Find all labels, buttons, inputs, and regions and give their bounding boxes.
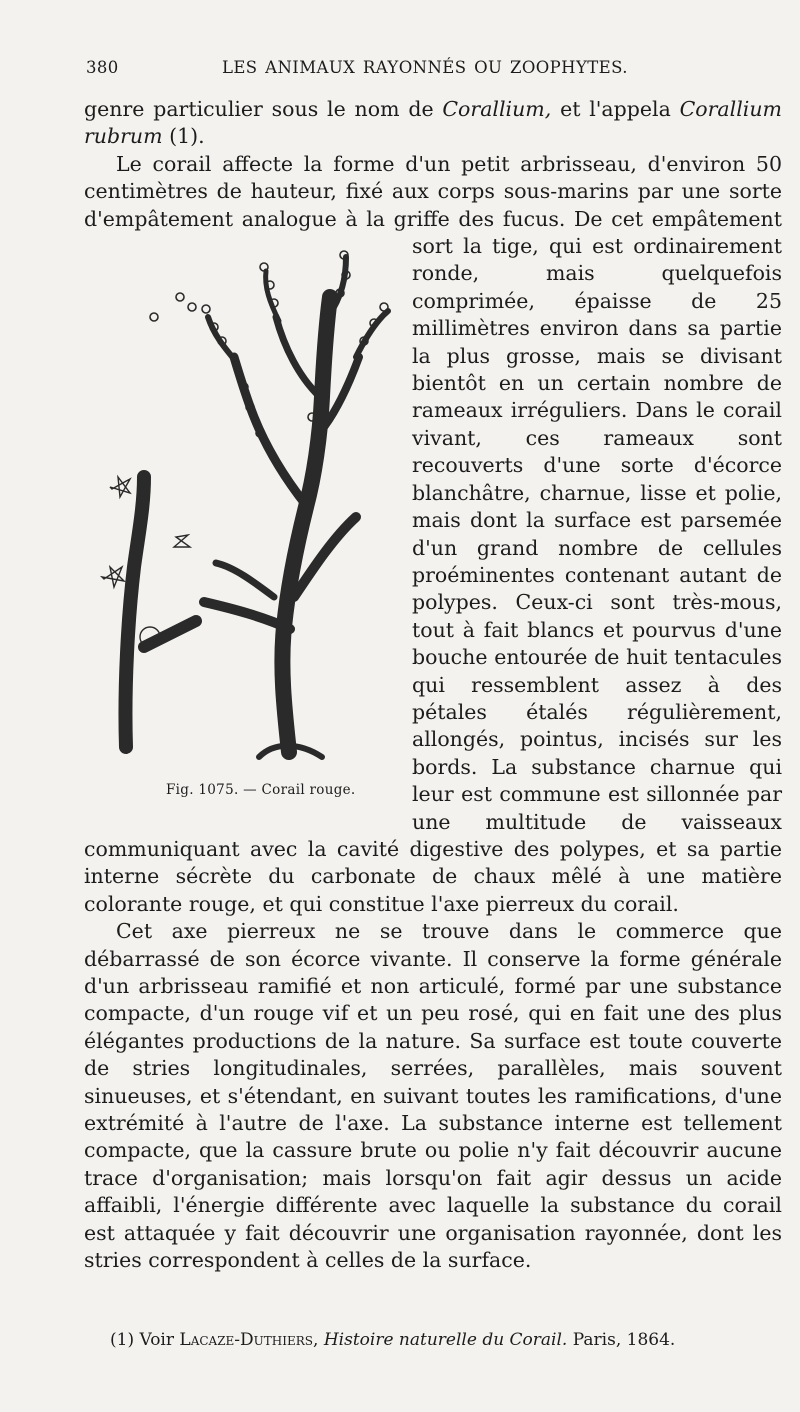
footnote [110, 1330, 710, 1350]
paragraph-1-text-2: et l'appela [551, 97, 680, 121]
footnote-reference: (1). [162, 124, 205, 149]
running-header [86, 58, 726, 88]
paragraph-2 [84, 151, 782, 918]
genus-name: Corallium, [442, 97, 552, 121]
running-title: LES ANIMAUX RAYONNÉS OU ZOOPHYTES. [222, 58, 628, 77]
species-name: Corallium rubrum [84, 97, 782, 149]
coral-illustration [84, 237, 408, 777]
body-text [84, 96, 782, 1274]
paragraph-3: Cet axe pierreux ne se trouve dans le commerce que débarrassé de son écorce vivante. Il conserve la forme générale d'un arbrisseau ramifié et non articulé, formé par une substance compacte, d'un rouge vif et un peu rosé, qui en fait une des plus élégantes productions de la nature. Sa surface est toute couverte de stries longitudinales, serrées, parallèles, mais souvent sinueuses, et s'étendant, en suivant toutes les ramifications, d'une extrémité à l'autre de l'axe. La substance interne est tellement compacte, que la cassure brute ou polie n'y fait découvrir aucune trace d'organisation; mais lorsqu'on fait agir dessus un acide affaibli, l'énergie différente avec laquelle la substance du corail est attaquée y fait découvrir une organisation rayonnée, dont les stries correspondent à celles de la surface. [84, 919, 782, 1273]
footnote-title: Histoire naturelle du Corail. [323, 1330, 568, 1350]
figure-caption: Fig. 1075. — Corail rouge. [166, 782, 356, 799]
footnote-author: Lacaze-Duthiers, [179, 1330, 319, 1350]
paragraph-2-body: De cet empâtement sort la tige, qui est ordinairement ronde, mais quelquefois comprimée, épaisse de 25 millimètres environ dans sa partie la plus grosse, mais se divisant bientôt en un certain nombre de rameaux irréguliers. Dans le corail vivant, ces rameaux sont recouverts d'une sorte d'écorce blanchâtre, charnue, lisse et polie, mais dont la surface est parsemée d'un grand nombre de cellules proéminentes contenant autant de polypes. Ceux-ci sont très-mous, tout à fait blancs et pourvus d'une bouche entourée de huit tentacules qui ressemblent assez à des pétales étalés régulièrement, allongés, pointus, incisés sur les bords. La substance charnue qui leur est commune est sillonnée par une multitude de vaisseaux communiquant avec la cavité digestive des polypes, et sa partie interne sécrète du carbonate de chaux mêlé à une matière colorante rouge, et qui constitue l'axe pierreux du corail. [84, 206, 782, 916]
paragraph-2-opening: Le corail affecte la forme d'un petit arbrisseau, d'environ 50 centimètres de hauteur, fixé aux corps sous-marins par une sorte d'empâtement analogue à la griffe des fucus. [84, 151, 782, 231]
footnote-rest: Paris, 1864. [567, 1330, 676, 1350]
footnote-marker: (1) Voir [110, 1330, 180, 1350]
paragraph-1-text: genre particulier sous le nom de [84, 97, 443, 121]
coral-figure [84, 237, 408, 817]
page-number: 380 [86, 58, 119, 77]
paragraph-1 [84, 96, 782, 151]
